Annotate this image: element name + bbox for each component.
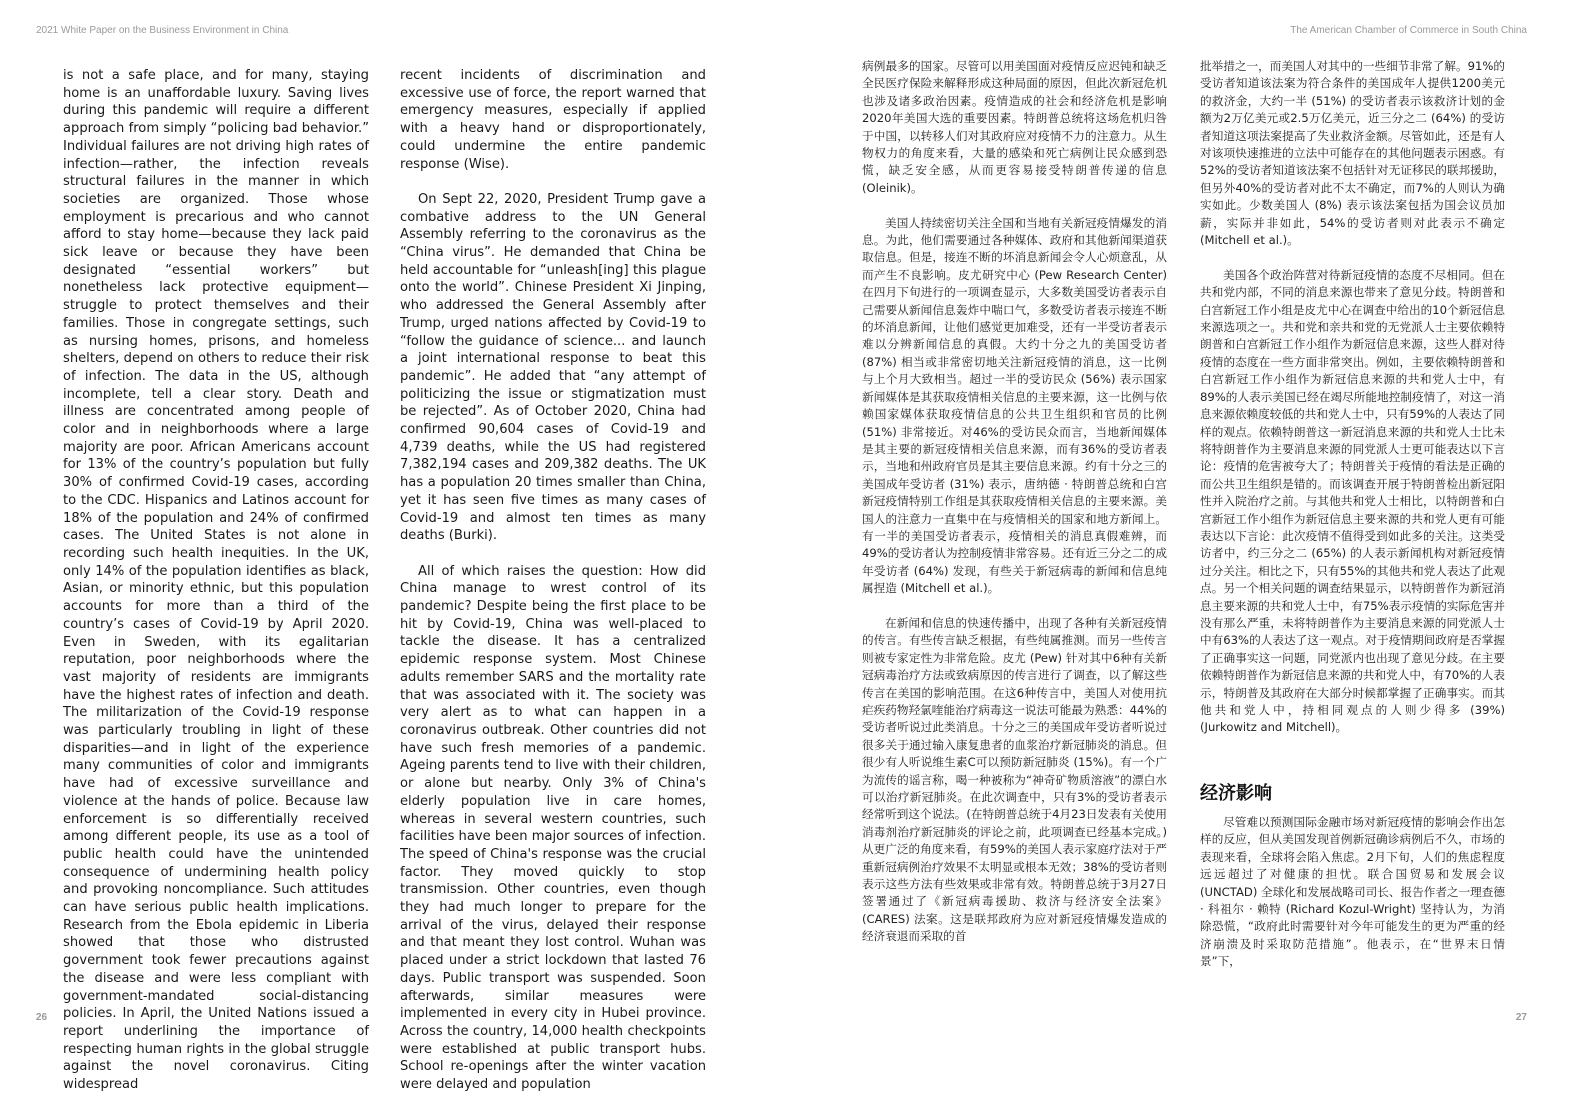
left-page [0, 0, 793, 1093]
right-page [794, 0, 1587, 1058]
section-economic-impact [1200, 782, 1505, 970]
chinese-column-2 [1200, 58, 1505, 758]
paragraph: 在新闻和信息的快速传播中，出现了各种有关新冠疫情的传言。有些传言缺乏根据，有些纯属推测。而另一些传言则被专家定性为非常危险。皮尤 (Pew) 针对其中6种有关新冠病毒治疗方法或致病原因的传言进行了调查，以了解这些传言在美国的影响范围。在这6种传言中，美国人对使用抗疟疾药物羟氯喹能治疗病毒这一说法可能最为熟悉：44%的受访者听说过此类消息。十分之三的美国成年受访者听说过很多关于通过输入康复患者的血浆治疗新冠肺炎的消息。但很少有人听说维生素C可以预防新冠肺炎 (15%)。有一个广为流传的谣言称，喝一种被称为“神奇矿物质溶液”的漂白水可以治疗新冠肺炎。在此次调查中，只有3%的受访者表示经常听到这个说法。(在特朗普总统于4月23日发表有关使用消毒剂治疗新冠肺炎的评论之前，此项调查已经基本完成。) 从更广泛的角度来看，有59%的美国人表示家庭疗法对于严重新冠病例治疗效果不太明显或根本无效；38%的受访者则表示这些方法有些效果或非常有效。特朗普总统于3月27日签署通过了《新冠病毒援助、救济与经济安全法案》(CARES) 法案。这是联邦政府为应对新冠疫情爆发造成的经济衰退而采取的首 [862, 615, 1167, 944]
page-number-right: 27 [1515, 1012, 1527, 1023]
running-head-right: The American Chamber of Commerce in South China [1290, 25, 1527, 36]
paragraph: On Sept 22, 2020, President Trump gave a combative address to the UN General Assembly referring to the coronavirus as the “China virus”. He demanded that China be held accountable for “unleash[ing] this plague onto the world”. Chinese President Xi Jinping, who addressed the General Assembly after Trump, urged nations affected by Covid-19 to “follow the guidance of science... and launch a joint international response to beat this pandemic”. He added that “any attempt of politicizing the issue or stigmatization must be rejected”. As of October 2020, China had confirmed 90,604 cases of Covid-19 and 4,739 deaths, while the US had registered 7,382,194 cases and 209,382 deaths. The UK has a population 20 times smaller than China, yet it has seen five times as many cases of Covid-19 and almost ten times as many deaths (Burki). [400, 191, 706, 544]
english-column-2 [400, 67, 706, 1093]
paragraph: 美国人持续密切关注全国和当地有关新冠疫情爆发的消息。为此，他们需要通过各种媒体、政府和其他新闻渠道获取信息。但是，接连不断的坏消息新闻会令人心烦意乱，从而产生不良影响。皮尤研究中心 (Pew Research Center) 在四月下旬进行的一项调查显示，大多数美国受访者表示自己需要从新闻信息轰炸中喘口气，多数受访者表示接连不断的坏消息新闻，让他们感觉更加难受，还有一半受访者表示难以分辨新闻信息的真假。大约十分之九的美国受访者 (87%) 相当或非常密切地关注新冠疫情的消息，这一比例与上个月大致相当。超过一半的受访民众 (56%) 表示国家新闻媒体是其获取疫情相关信息的主要来源，这一比例与依赖国家媒体获取疫情信息的公共卫生组织和官员的比例 (51%) 非常接近。对46%的受访民众而言，当地新闻媒体是其主要的新冠疫情相关信息来源，而有36%的受访者表示，当地和州政府官员是其主要信息来源。约有十分之三的美国成年受访者 (31%) 表示，唐纳德 · 特朗普总统和白宫新冠疫情特别工作组是其获取疫情相关信息的主要来源。美国人的注意力一直集中在与疫情相关的国家和地方新闻上。有一半的美国受访者表示，疫情相关的消息真假难辨，而49%的受访者认为控制疫情非常容易。还有近三分之二的成年受访者 (64%) 发现，有些关于新冠病毒的新闻和信息纯属捏造 (Mitchell et al.)。 [862, 215, 1167, 596]
paragraph: 批举措之一，而美国人对其中的一些细节非常了解。91%的受访者知道该法案为符合条件的美国成年人提供1200美元的救济金，大约一半 (51%) 的受访者表示该救济计划的金额为2万亿美元或2.5万亿美元，近三分之二 (64%) 的受访者知道这项法案提高了失业救济金额。尽管如此，还是有人对该项快速推进的立法中可能存在的其他问题表示困惑。有52%的受访者知道该法案不包括针对无证移民的联邦援助，但另外40%的受访者对此不太不确定，而7%的人则认为确实如此。少数美国人 (8%) 表示该法案包括为国会议员加薪，实际并非如此，54%的受访者则对此表示不确定 (Mitchell et al.)。 [1200, 59, 1505, 248]
paragraph: 美国各个政治阵营对待新冠疫情的态度不尽相同。但在共和党内部，不同的消息来源也带来了意见分歧。特朗普和白宫新冠工作小组是皮尤中心在调查中给出的10个新冠信息来源选项之一。共和党和亲共和党的无党派人士主要依赖特朗普和白宫新冠工作小组作为新冠信息来源，这些人群对待疫情的态度在一些方面非常突出。例如，主要依赖特朗普和白宫新冠工作小组作为新冠信息来源的共和党人士中，有89%的人表示美国已经在竭尽所能地控制疫情了，对这一消息来源依赖度较低的共和党人士中，只有59%的人表达了同样的观点。依赖特朗普这一新冠消息来源的共和党人士比未将特朗普作为主要消息来源的同党派人士更可能表达以下言论：疫情的危害被夸大了；特朗普关于疫情的看法是正确的而公共卫生组织是错的。而该调查开展于特朗普检出新冠阳性并入院治疗之前。与其他共和党人士相比，以特朗普和白宫新冠工作小组作为新冠信息主要来源的共和党人更有可能表达以下言论：此次疫情不值得受到如此多的关注。这类受访者中，约三分之二 (65%) 的人表示新闻机构对新冠疫情过分关注。相比之下，只有55%的其他共和党人表达了此观点。另一个相关问题的调查结果显示，以特朗普作为新冠消息主要来源的共和党人士中，有75%表示疫情的实际危害并没有那么严重，未将特朗普作为主要消息来源的同党派人士中有63%的人表达了这一观点。对于疫情期间政府是否掌握了正确事实这一问题，同党派内也出现了意见分歧。在主要依赖特朗普作为新冠信息来源的共和党人中，有70%的人表示，特朗普及其政府在大部分时候都掌握了正确事实。而其他共和党人中，持相同观点的人则少得多 (39%) (Jurkowitz and Mitchell)。 [1200, 267, 1505, 735]
chinese-column-1 [862, 58, 1167, 970]
paragraph: recent incidents of discrimination and excessive use of force, the report warned that emergency measures, especially if applied with a heavy hand or disproportionately, could undermine the entire pandemic response (Wise). [400, 68, 706, 172]
paragraph: is not a safe place, and for many, staying home is an unaffordable luxury. Saving lives during this pandemic will require a different approach from simply “policing bad behavior.” Individual failures are not driving high rates of infection—rather, the infection reveals structural failures in the manner in which societies are organized. Those whose employment is precarious and who cannot afford to stay home—because they lack paid sick leave or because they have been designated “essential workers” but nonetheless lack protective equipment—struggle to protect themselves and their families. Those in congregate settings, such as nursing homes, prisons, and homeless shelters, depend on others to reduce their risk of infection. The data in the US, although incomplete, tell a clear story. Death and illness are concentrated among people of color and in neighborhoods where a large majority are poor. African Americans account for 13% of the country’s population but fully 30% of confirmed Covid-19 cases, according to the CDC. Hispanics and Latinos account for 18% of the population and 24% of confirmed cases. The United States is not alone in recording such health inequities. In the UK, only 14% of the population identifies as black, Asian, or minority ethnic, but this population accounts for more than a third of the country’s cases of Covid-19 by April 2020. Even in Sweden, with its egalitarian reputation, poor neighborhoods where the vast majority of residents are immigrants have the highest rates of infection and death. The militarization of the Covid-19 response was particularly troubling in light of these disparities—and in light of the experience many communities of color and immigrants have had of excessive surveillance and violence at the hands of police. Because law enforcement is so differentially received among different people, its use as a tool of public health could have the unintended consequence of undermining health policy and provoking noncompliance. Such attitudes can have serious public health implications. Research from the Ebola epidemic in Liberia showed that those who distrusted government took fewer precautions against the disease and were less compliant with government-mandated social-distancing policies. In April, the United Nations issued a report underlining the importance of respecting human rights in the global struggle against the novel coronavirus. Citing widespread [63, 68, 369, 1093]
paragraph: 病例最多的国家。尽管可以用美国面对疫情反应迟钝和缺乏全民医疗保险来解释形成这种局面的原因，但此次新冠危机也涉及诸多政治因素。疫情造成的社会和经济危机是影响2020年美国大选的重要因素。特朗普总统将这场危机归咎于中国，以转移人们对其政府应对疫情不力的注意力。从生物权力的角度来看，大量的感染和死亡病例让民众感到恐慌，缺乏安全感，从而更容易接受特朗普传递的信息 (Oleinik)。 [862, 59, 1167, 195]
running-head-left: 2021 White Paper on the Business Environment in China [36, 25, 289, 36]
paragraph: 尽管难以预测国际金融市场对新冠疫情的影响会作出怎样的反应，但从美国发现首例新冠确诊病例后不久，市场的表现来看，全球将会陷入焦虑。2月下旬，人们的焦虑程度远远超过了对健康的担忧。联合国贸易和发展会议 (UNCTAD) 全球化和发展战略司司长、报告作者之一理查德 · 科祖尔 · 赖特 (Richard Kozul-Wright) 坚持认为，为消除恐慌，“政府此时需要针对今年可能发生的更为严重的经济崩溃及时采取防范措施”。他表示，在“世界末日情景”下， [1200, 815, 1505, 969]
section-heading: 经济影响 [1200, 783, 1272, 804]
page-number-left: 26 [36, 1012, 48, 1023]
english-column-1 [63, 67, 369, 1093]
paragraph: All of which raises the question: How did China manage to wrest control of its pandemic? Despite being the first place to be hit by Covid-19, China was well-placed to tackle the disease. It has a centralized epidemic response system. Most Chinese adults remember SARS and the mortality rate that was associated with it. The society was very alert as to what can happen in a coronavirus outbreak. Other countries did not have such fresh memories of a pandemic. Ageing parents tend to live with their children, or alone but nearby. Only 3% of China's elderly population live in care homes, whereas in several western countries, such facilities have been major sources of infection. The speed of China's response was the crucial factor. They moved quickly to stop transmission. Other countries, even though they had much longer to prepare for the arrival of the virus, delayed their response and that meant they lost control. Wuhan was placed under a strict lockdown that lasted 76 days. Public transport was suspended. Soon afterwards, similar measures were implemented in every city in Hubei province. Across the country, 14,000 health checkpoints were established at public transport hubs. School re-openings after the winter vacation were delayed and population [400, 563, 706, 1093]
